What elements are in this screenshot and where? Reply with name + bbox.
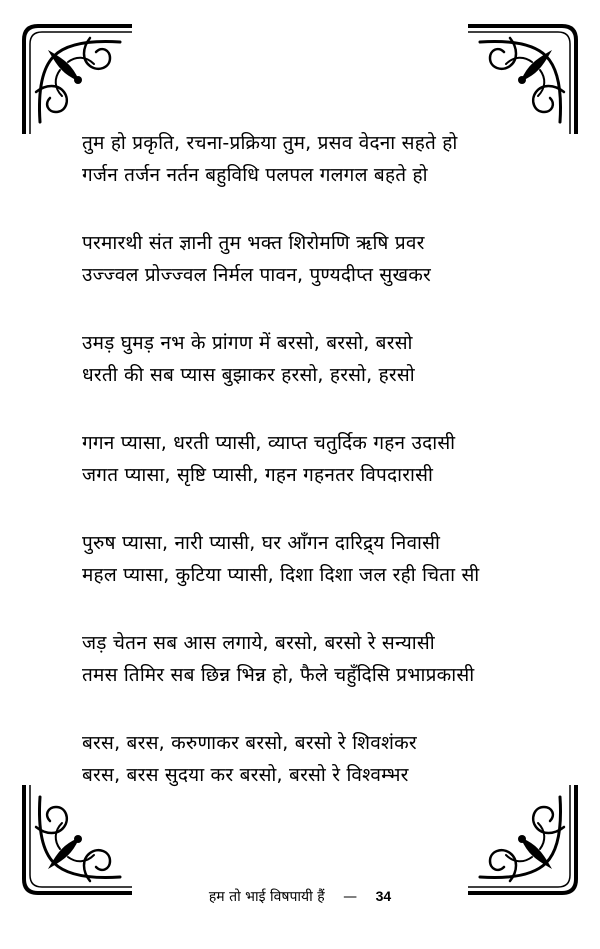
poem-line: धरती की सब प्यास बुझाकर हरसो, हरसो, हरसो <box>82 364 415 386</box>
stanza-5 <box>82 527 542 591</box>
poem-line: गगन प्यासा, धरती प्यासी, व्याप्त चतुर्दिक गहन उदासी <box>82 432 456 454</box>
stanza-3 <box>82 327 542 391</box>
poem-body <box>82 127 542 827</box>
stanza-2 <box>82 227 542 291</box>
poem-line: जगत प्यासा, सृष्टि प्यासी, गहन गहनतर विपदारासी <box>82 464 434 486</box>
poem-line: जड़ चेतन सब आस लगाये, बरसो, बरसो रे सन्यासी <box>82 632 435 654</box>
poem-line: गर्जन तर्जन नर्तन बहुविधि पलपल गलगल बहते हो <box>82 164 428 186</box>
footer-dash: — <box>343 889 358 905</box>
poem-line: महल प्यासा, कुटिया प्यासी, दिशा दिशा जल रही चिता सी <box>82 564 480 586</box>
poem-line: उज्ज्वल प्रोज्ज्वल निर्मल पावन, पुण्यदीप्त सुखकर <box>82 264 431 286</box>
book-title: हम तो भाई विषपायी हैं <box>208 889 325 905</box>
page-footer <box>0 887 600 906</box>
stanza-6 <box>82 627 542 691</box>
poem-line: बरस, बरस सुदया कर बरसो, बरसो रे विश्वम्भर <box>82 764 409 786</box>
poem-line: बरस, बरस, करुणाकर बरसो, बरसो रे शिवशंकर <box>82 732 417 754</box>
poem-line: तुम हो प्रकृति, रचना-प्रक्रिया तुम, प्रसव वेदना सहते हो <box>82 132 458 154</box>
stanza-1 <box>82 127 542 191</box>
stanza-4 <box>82 427 542 491</box>
stanza-7 <box>82 727 542 791</box>
page-number: 34 <box>375 888 392 904</box>
corner-ornament-icon-top-left <box>20 22 132 134</box>
corner-ornament-icon-top-right <box>468 22 580 134</box>
poem-line: पुरुष प्यासा, नारी प्यासी, घर आँगन दारिद्र्य निवासी <box>82 532 441 554</box>
poem-line: परमारथी संत ज्ञानी तुम भक्त शिरोमणि ऋषि प्रवर <box>82 232 425 254</box>
poem-line: तमस तिमिर सब छिन्न भिन्न हो, फैले चहुँदिसि प्रभाप्रकासी <box>82 664 475 686</box>
poem-line: उमड़ घुमड़ नभ के प्रांगण में बरसो, बरसो, बरसो <box>82 332 413 354</box>
